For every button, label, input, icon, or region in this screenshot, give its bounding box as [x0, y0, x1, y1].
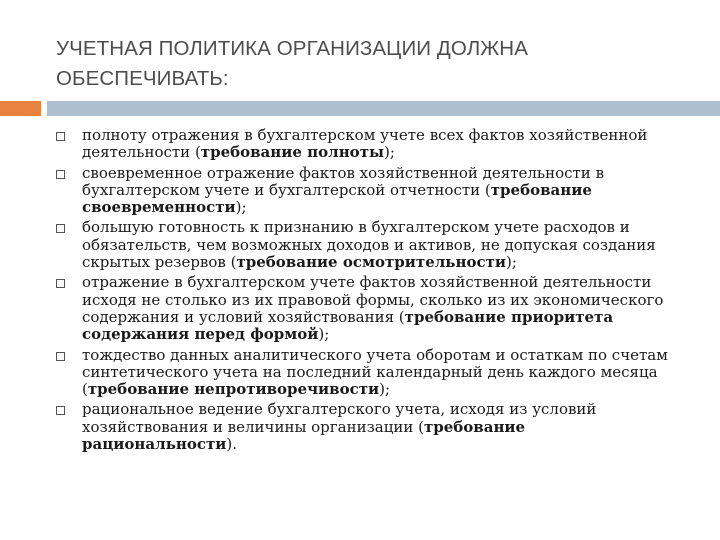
item-requirement: требование приоритета содержания перед формой [82, 307, 614, 344]
list-item [56, 127, 681, 162]
list-item [56, 274, 681, 343]
title-line-1: УЧЕТНАЯ ПОЛИТИКА ОРГАНИЗАЦИИ ДОЛЖНА [56, 37, 528, 60]
square-bullet-icon [56, 406, 65, 415]
title-line-2: ОБЕСПЕЧИВАТЬ: [56, 67, 229, 90]
item-text: рациональное ведение бухгалтерского учета, исходя из условий хозяйствования и величины организации ( [82, 400, 597, 436]
square-bullet-icon [56, 279, 65, 288]
list-item [56, 165, 681, 217]
item-text: большую готовность к признанию в бухгалтерском учете расходов и обязательств, чем возможных доходов и активов, не допуская создания скрытых резервов ( [82, 218, 656, 272]
square-bullet-icon [56, 352, 65, 361]
item-requirement: требование рациональности [82, 417, 526, 454]
item-requirement: требование непротиворечивости [87, 380, 380, 399]
accent-bar [0, 101, 41, 116]
item-requirement: требование своевременности [82, 180, 592, 217]
square-bullet-icon [56, 224, 65, 233]
requirements-list [56, 127, 681, 456]
list-item [56, 219, 681, 271]
square-bullet-icon [56, 170, 65, 179]
item-requirement: требование осмотрительности [236, 253, 507, 272]
item-text: полноту отражения в бухгалтерском учете всех фактов хозяйственной деятельности ( [82, 126, 648, 162]
item-tail: ); [379, 380, 391, 399]
item-text: тождество данных аналитического учета оборотам и остаткам по счетам синтетического учета на последний календарный день каждого месяца ( [82, 345, 668, 399]
item-tail: ). [226, 435, 238, 454]
header-rule [47, 101, 720, 116]
square-bullet-icon [56, 132, 65, 141]
item-text: своевременное отражение фактов хозяйственной деятельности в бухгалтерском учете и бухгалтерской отчетности ( [82, 163, 605, 199]
list-item [56, 347, 681, 399]
item-tail: ); [235, 198, 247, 217]
item-tail: ); [506, 253, 517, 272]
list-item [56, 401, 681, 453]
item-tail: ); [318, 325, 330, 344]
item-requirement: требование полноты [200, 143, 385, 162]
item-tail: ); [384, 143, 395, 162]
page-title [56, 34, 656, 94]
item-text: отражение в бухгалтерском учете фактов хозяйственной деятельности исходя не столько из их правовой формы, сколько из их экономического содержания и условий хозяйствования ( [82, 273, 664, 326]
